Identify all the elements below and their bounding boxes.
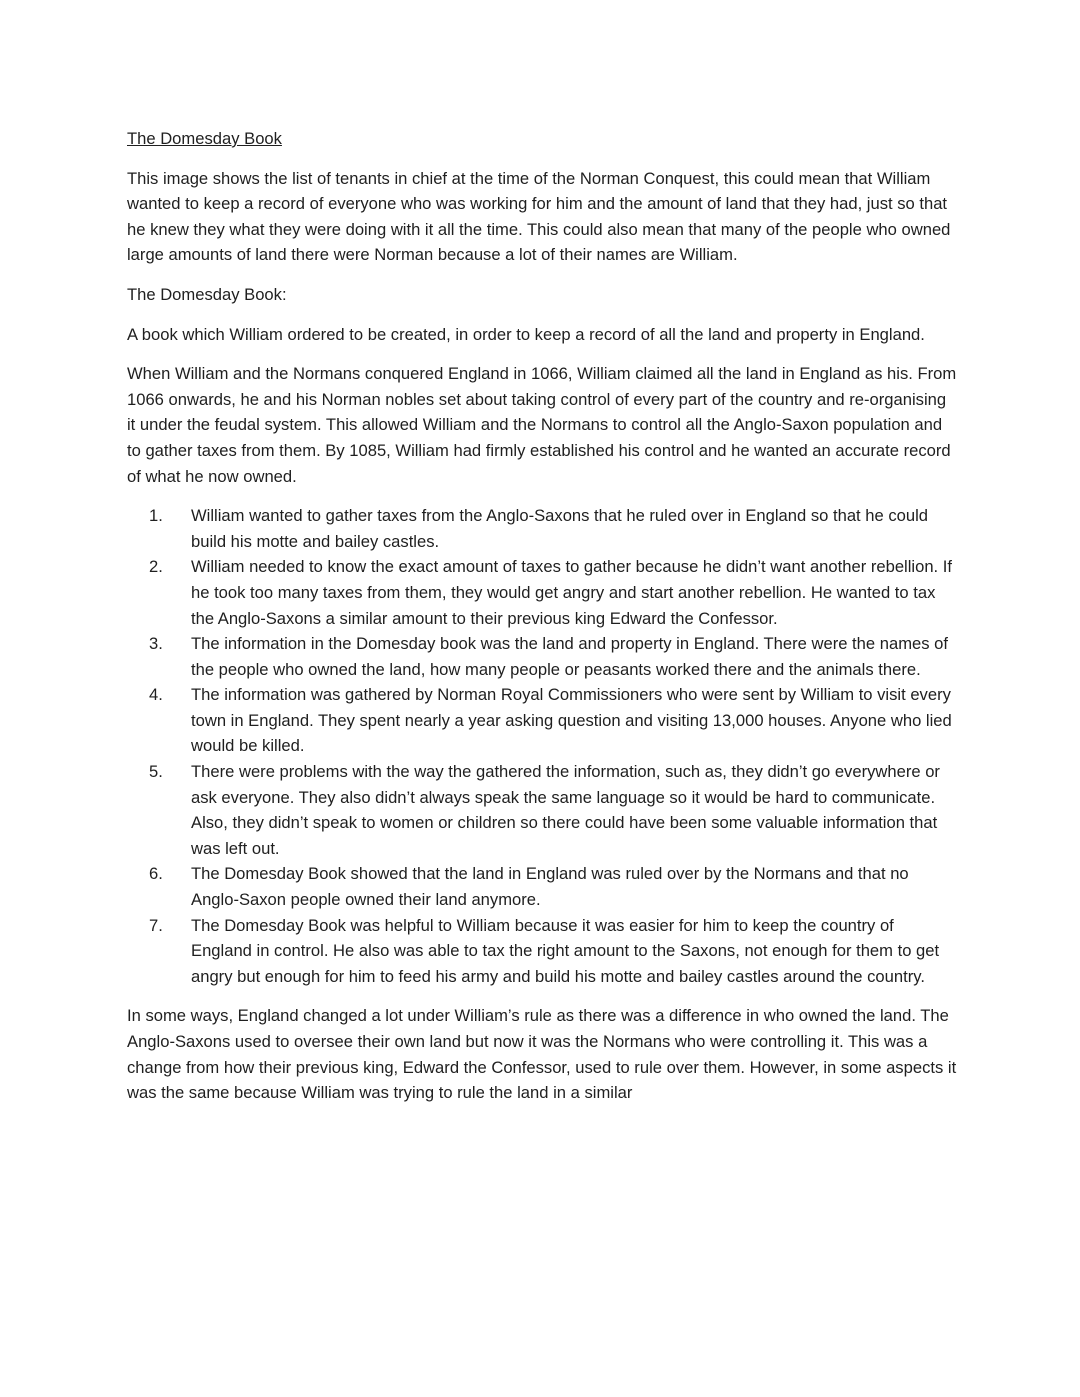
list-item bbox=[127, 631, 957, 682]
numbered-list bbox=[127, 503, 957, 989]
list-item-number: 7. bbox=[149, 915, 163, 935]
list-item-number: 3. bbox=[149, 634, 163, 654]
list-item-text: William needed to know the exact amount of taxes to gather because he didn’t want another rebellion. If he took too many taxes from them, they would get angry and start another rebellion. He wanted to tax the Anglo-Saxons a similar amount to their previous king Edward the Confessor. bbox=[191, 557, 953, 628]
list-item-text: The information was gathered by Norman Royal Commissioners who were sent by William to visit every town in England. They spent nearly a year asking question and visiting 13,000 houses. Anyone who lied would be killed. bbox=[191, 685, 952, 756]
list-item bbox=[127, 554, 957, 631]
list-item-number: 2. bbox=[149, 557, 163, 577]
list-item bbox=[127, 913, 957, 990]
list-item bbox=[127, 682, 957, 759]
intro-paragraph: This image shows the list of tenants in chief at the time of the Norman Conquest, this could mean that William wanted to keep a record of everyone who was working for him and the amount of land that they had, just so that he knew they what they were doing with it all the time. This could also mean that many of the people who owned large amounts of land there were Norman because a lot of their names are William. bbox=[127, 168, 951, 265]
list-item bbox=[127, 503, 957, 554]
list-item-number: 4. bbox=[149, 685, 163, 705]
document-title: The Domesday Book bbox=[127, 129, 282, 148]
list-item-text: The Domesday Book was helpful to William because it was easier for him to keep the country of England in control. He also was able to tax the right amount to the Saxons, not enough for them to get angry but enough for him to feed his army and build his motte and bailey castles around the country. bbox=[191, 915, 940, 986]
subheading: The Domesday Book: bbox=[127, 284, 287, 304]
list-item-text: The Domesday Book showed that the land in England was ruled over by the Normans and that no Anglo-Saxon people owned their land anymore. bbox=[191, 864, 909, 910]
list-item-text: William wanted to gather taxes from the Anglo-Saxons that he ruled over in England so that he could build his motte and bailey castles. bbox=[191, 506, 929, 551]
definition-paragraph: A book which William ordered to be created, in order to keep a record of all the land and property in England. bbox=[127, 324, 925, 344]
list-item-text: There were problems with the way the gathered the information, such as, they didn’t go everywhere or ask everyone. They also didn’t always speak the same language so it would be hard to communicate. Also, they didn’t speak to women or children so there could have been some valuable information that was left out. bbox=[191, 762, 940, 858]
list-item-number: 5. bbox=[149, 762, 163, 782]
list-item-text: The information in the Domesday book was the land and property in England. There were the names of the people who owned the land, how many people or peasants worked there and the animals there. bbox=[191, 634, 948, 679]
list-item bbox=[127, 861, 957, 912]
list-item-number: 6. bbox=[149, 864, 163, 884]
list-item bbox=[127, 759, 957, 861]
background-paragraph: When William and the Normans conquered England in 1066, William claimed all the land in England as his. From 1066 onwards, he and his Norman nobles set about taking control of every part of the country and re-organising it under the feudal system. This allowed William and the Normans to control all the Anglo-Saxon population and to gather taxes from them. By 1085, William had firmly established his control and he wanted an accurate record of what he now owned. bbox=[127, 364, 957, 486]
conclusion-paragraph: In some ways, England changed a lot under William’s rule as there was a difference in who owned the land. The Anglo-Saxons used to oversee their own land but now it was the Normans who were controlling it. This was a change from how their previous king, Edward the Confessor, used to rule over them. However, in some aspects it was the same because William was trying to rule the land in a similar bbox=[127, 1006, 957, 1103]
list-item-number: 1. bbox=[149, 506, 163, 526]
document-page bbox=[127, 126, 957, 1120]
